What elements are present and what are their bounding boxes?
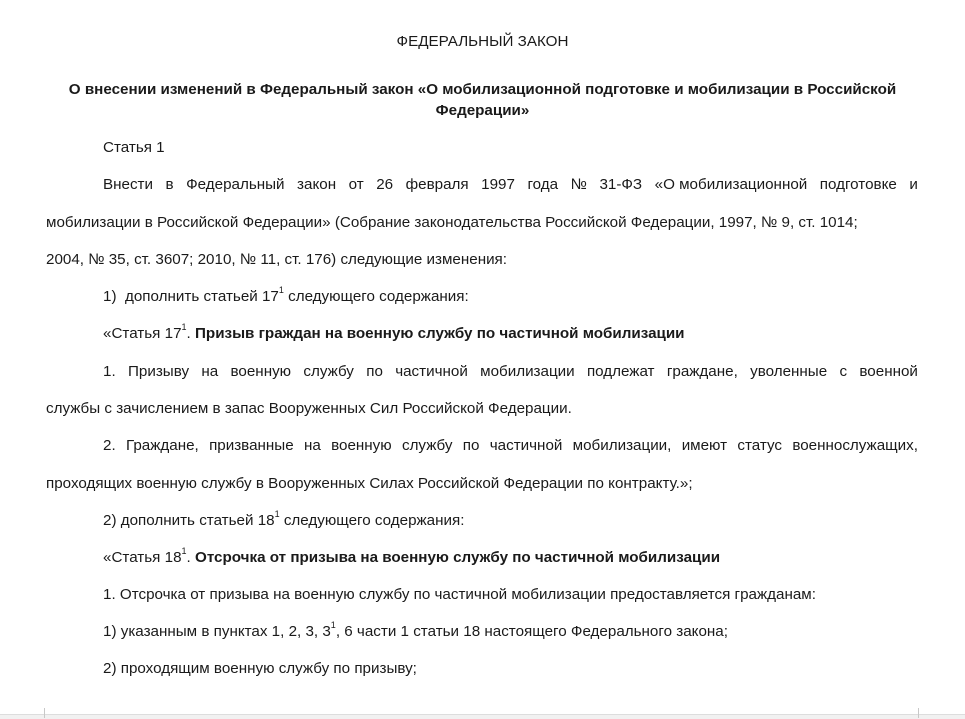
- article-title: Статья 1: [103, 139, 165, 156]
- word: статус: [737, 437, 783, 454]
- item-2-text-after: следующего содержания:: [279, 512, 465, 529]
- article-18-heading: [103, 545, 721, 568]
- article-17-dot: .: [186, 325, 195, 342]
- word: «О мобилизационной: [654, 176, 808, 193]
- word: мобилизации,: [572, 437, 672, 454]
- item-1-number: 1): [103, 288, 117, 305]
- word: призванные: [209, 437, 294, 454]
- word: военной: [859, 363, 918, 380]
- word: с: [839, 363, 848, 380]
- word: по: [366, 363, 383, 380]
- word: и: [909, 176, 918, 193]
- article-18-sup: 1: [181, 545, 187, 556]
- word: 1.: [103, 363, 116, 380]
- article-17-title: Призыв граждан на военную службу по частичной мобилизации: [195, 325, 685, 342]
- para-18-1: 1. Отсрочка от призыва на военную службу по частичной мобилизации предоставляется гражданам:: [103, 586, 816, 603]
- sub-item-1: [103, 619, 728, 642]
- item-1: [103, 284, 469, 307]
- article-18-prefix: «Статья 18: [103, 549, 182, 566]
- word: Граждане,: [125, 437, 199, 454]
- word: военную: [230, 363, 292, 380]
- article-17-sup: 1: [181, 321, 187, 332]
- item-1-text-after: следующего содержания:: [283, 288, 469, 305]
- word: частичной: [489, 437, 563, 454]
- sub-item-1-text: 1) указанным в пунктах 1, 2, 3, 3: [103, 623, 331, 640]
- item-2: [103, 508, 465, 531]
- word: Внести: [103, 176, 153, 193]
- word: на: [201, 363, 219, 380]
- article-18-dot: .: [186, 549, 195, 566]
- word: Федеральный: [186, 176, 285, 193]
- word: службу: [303, 363, 354, 380]
- word: военную: [331, 437, 392, 454]
- word: военнослужащих,: [792, 437, 918, 454]
- sub-item-1-text-after: , 6 части 1 статьи 18 настоящего Федерального закона;: [335, 623, 728, 640]
- word: на: [303, 437, 321, 454]
- word: февраля: [405, 176, 469, 193]
- sub-item-2: 2) проходящим военную службу по призыву;: [103, 660, 417, 677]
- margin-marker-right: [918, 708, 919, 718]
- item-2-text: 2) дополнить статьей 18: [103, 512, 275, 529]
- article-17-heading: [103, 321, 685, 344]
- word: №: [570, 176, 587, 193]
- article-18-title: Отсрочка от призыва на военную службу по частичной мобилизации: [195, 549, 721, 566]
- law-subtitle-line-1: О внесении изменений в Федеральный закон «О мобилизационной подготовке и мобилизации в Российской: [68, 81, 897, 98]
- word: 26: [376, 176, 394, 193]
- para-17-2-line-2: проходящих военную службу в Вооруженных Силах Российской Федерации по контракту.»;: [46, 475, 693, 492]
- word: подлежат: [586, 363, 655, 380]
- intro-line-3: 2004, № 35, ст. 3607; 2010, № 11, ст. 176) следующие изменения:: [46, 251, 508, 268]
- word: граждане,: [666, 363, 738, 380]
- item-2-sup: 1: [274, 508, 280, 519]
- para-17-1-line-2: службы с зачислением в запас Вооруженных Сил Российской Федерации.: [46, 400, 572, 417]
- intro-line-2: мобилизации в Российской Федерации» (Собрание законодательства Российской Федерации, 1997, № 9, ст. 1014;: [46, 214, 858, 231]
- article-17-prefix: «Статья 17: [103, 325, 182, 342]
- law-subtitle-line-2: Федерации»: [435, 102, 530, 119]
- word: по: [462, 437, 480, 454]
- word: в: [165, 176, 174, 193]
- word: от: [348, 176, 364, 193]
- word: имеют: [681, 437, 728, 454]
- word: закон: [297, 176, 337, 193]
- word: уволенные: [750, 363, 828, 380]
- para-17-1-line-1: [103, 362, 918, 382]
- intro-line-1: [103, 175, 918, 195]
- word: подготовке: [819, 176, 897, 193]
- word: службу: [401, 437, 453, 454]
- margin-marker-left: [44, 708, 45, 718]
- item-1-text: дополнить статьей 17: [125, 288, 279, 305]
- sub-item-1-sup: 1: [330, 619, 336, 630]
- item-1-sup: 1: [278, 284, 284, 295]
- word: мобилизации: [480, 363, 575, 380]
- law-heading: ФЕДЕРАЛЬНЫЙ ЗАКОН: [396, 33, 569, 50]
- word: 31-ФЗ: [599, 176, 643, 193]
- word: Призыву: [127, 363, 190, 380]
- page-bottom-edge: [0, 714, 965, 719]
- word: частичной: [395, 363, 468, 380]
- word: 1997: [481, 176, 515, 193]
- word: 2.: [103, 437, 116, 454]
- word: года: [527, 176, 559, 193]
- para-17-2-line-1: [103, 436, 918, 456]
